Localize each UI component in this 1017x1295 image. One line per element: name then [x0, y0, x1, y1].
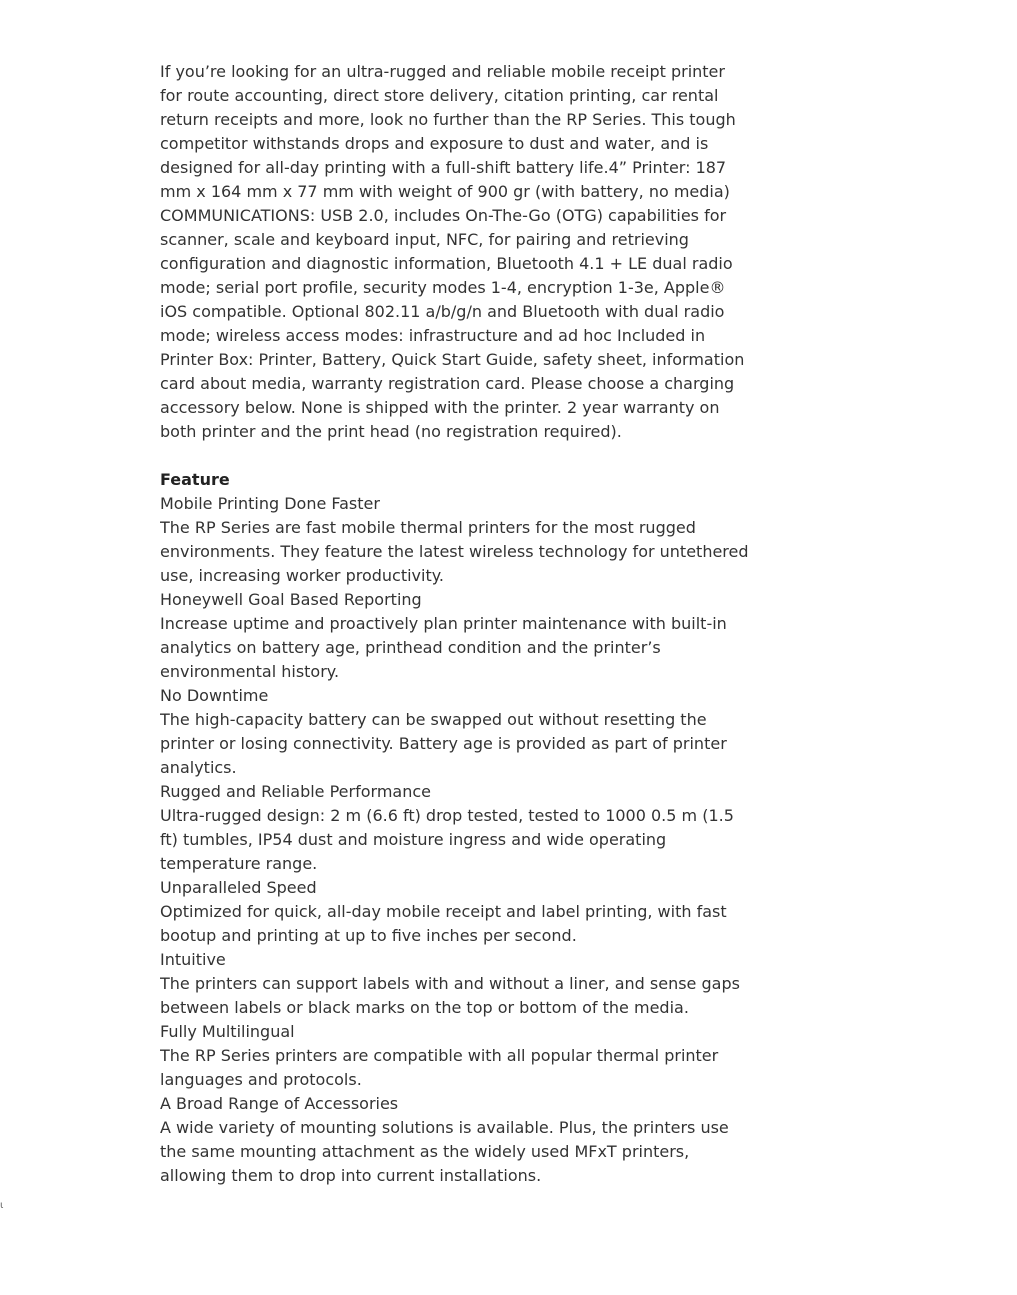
product-description: [160, 60, 750, 1211]
feature-item: [160, 1020, 750, 1092]
feature-title: Fully Multilingual: [160, 1022, 295, 1041]
feature-title: A Broad Range of Accessories: [160, 1094, 399, 1113]
feature-description: Optimized for quick, all-day mobile receipt and label printing, with fast bootup and printing at up to five inches per second.: [160, 902, 727, 945]
feature-title: Rugged and Reliable Performance: [160, 782, 431, 801]
feature-description: The high-capacity battery can be swapped out without resetting the printer or losing connectivity. Battery age is provided as part of printer analytics.: [160, 710, 727, 777]
intro-paragraph: If you’re looking for an ultra-rugged and reliable mobile receipt printer for route accounting, direct store delivery, citation printing, car rental return receipts and more, look no further than the RP Series. This tough competitor withstands drops and exposure to dust and water, and is designed for all-day printing with a full-shift battery life.4” Printer: 187 mm x 164 mm x 77 mm with weight of 900 gr (with battery, no media) COMMUNICATIONS: USB 2.0, includes On-The-Go (OTG) capabilities for scanner, scale and keyboard input, NFC, for pairing and retrieving configuration and diagnostic information, Bluetooth 4.1 + LE dual radio mode; serial port profile, security modes 1-4, encryption 1-3e, Apple® iOS compatible. Optional 802.11 a/b/g/n and Bluetooth with dual radio mode; wireless access modes: infrastructure and ad hoc Included in Printer Box: Printer, Battery, Quick Start Guide, safety sheet, information card about media, warranty registration card. Please choose a charging accessory below. None is shipped with the printer. 2 year warranty on both printer and the print head (no registration required).: [160, 62, 745, 441]
feature-item: [160, 588, 750, 684]
feature-item: [160, 876, 750, 948]
feature-description: Ultra-rugged design: 2 m (6.6 ft) drop tested, tested to 1000 0.5 m (1.5 ft) tumbles, IP54 dust and moisture ingress and wide operating temperature range.: [160, 806, 734, 873]
feature-item: [160, 948, 750, 1020]
feature-description: The printers can support labels with and without a liner, and sense gaps between labels or black marks on the top or bottom of the media.: [160, 974, 740, 1017]
feature-item: [160, 1092, 750, 1188]
feature-item: [160, 684, 750, 780]
feature-title: Mobile Printing Done Faster: [160, 494, 380, 513]
feature-description: The RP Series are fast mobile thermal printers for the most rugged environments. They feature the latest wireless technology for untethered use, increasing worker productivity.: [160, 518, 749, 585]
stray-mark: ι: [0, 1200, 4, 1211]
feature-heading: Feature: [160, 470, 230, 489]
feature-title: Intuitive: [160, 950, 226, 969]
feature-title: Unparalleled Speed: [160, 878, 317, 897]
feature-description: Increase uptime and proactively plan printer maintenance with built-in analytics on battery age, printhead condition and the printer’s environmental history.: [160, 614, 727, 681]
feature-title: Honeywell Goal Based Reporting: [160, 590, 422, 609]
feature-description: The RP Series printers are compatible with all popular thermal printer languages and protocols.: [160, 1046, 719, 1089]
feature-item: [160, 780, 750, 876]
feature-description: A wide variety of mounting solutions is available. Plus, the printers use the same mounting attachment as the widely used MFxT printers, allowing them to drop into current installations.: [160, 1118, 729, 1185]
feature-item: [160, 492, 750, 588]
feature-title: No Downtime: [160, 686, 269, 705]
